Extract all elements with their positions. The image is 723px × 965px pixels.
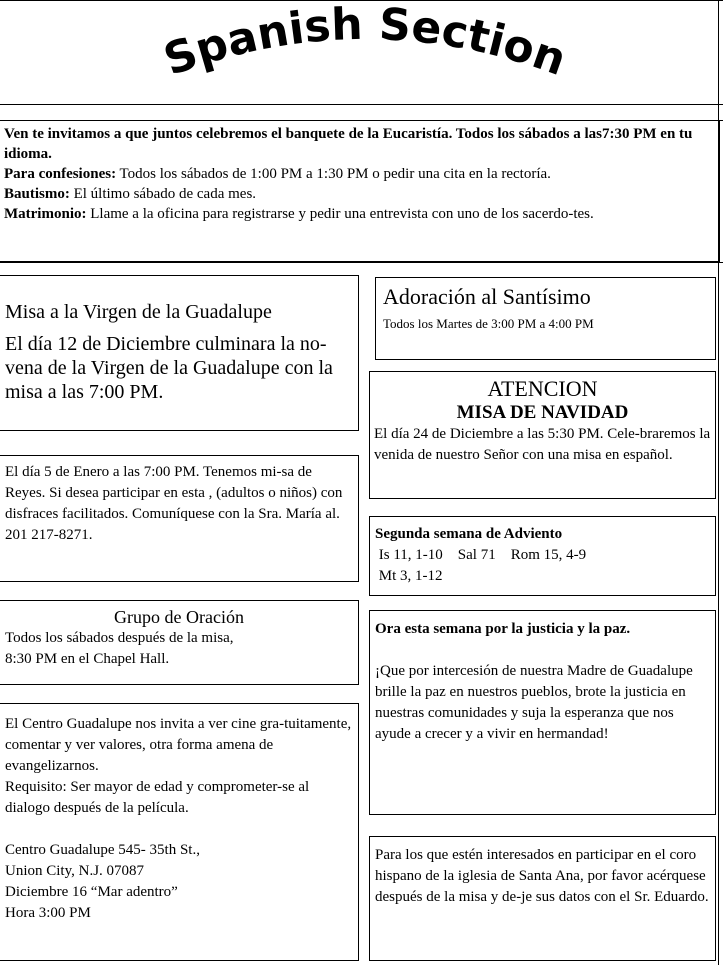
- adoracion-box: [375, 277, 716, 360]
- page-header: [0, 0, 723, 104]
- intro-bottom-divider: [0, 262, 723, 263]
- atencion-heading: ATENCION: [487, 376, 598, 401]
- cine-date: Diciembre 16 “Mar adentro”: [5, 884, 178, 900]
- oracion-line-1: Todos los sábados después de la misa,: [5, 630, 234, 646]
- adoracion-heading: Adoración al Santísimo: [383, 284, 591, 309]
- atencion-box: [369, 371, 716, 499]
- oracion-box: [0, 600, 359, 685]
- header-divider: [0, 104, 723, 105]
- adviento-heading: Segunda semana de Adviento: [375, 526, 563, 542]
- paz-body: ¡Que por intercesión de nuestra Madre de Guadalupe brille la paz en nuestros pueblos, brote la justicia en nuestras comunidades y suja la esperanza que nos ayude a crecer y a vivir en hermandad!: [375, 663, 693, 742]
- paz-box: [369, 610, 716, 815]
- guadalupe-body: El día 12 de Diciembre culminara la no-vena de la Virgen de la Guadalupe con la misa a las 7:00 PM.: [5, 333, 333, 403]
- oracion-line-2: 8:30 PM en el Chapel Hall.: [5, 651, 170, 667]
- matrimonio-line: Matrimonio: Llame a la oficina para registrarse y pedir una entrevista con uno de los sacerdo-tes.: [4, 206, 594, 222]
- oracion-heading: Grupo de Oración: [114, 607, 244, 627]
- coro-body: Para los que estén interesados en participar en el coro hispano de la iglesia de Santa Ana, por favor acérquese después de la misa y de-je sus datos con el Sr. Eduardo.: [375, 847, 709, 905]
- cine-spacer: [5, 819, 353, 840]
- paz-heading: Ora esta semana por la justicia y la paz.: [375, 621, 631, 637]
- cine-body: El Centro Guadalupe nos invita a ver cine gra-tuitamente, comentar y ver valores, otra forma amena de evangelizarnos.: [5, 716, 352, 774]
- cine-time: Hora 3:00 PM: [5, 905, 91, 921]
- adviento-box: [369, 516, 716, 596]
- coro-box: [369, 836, 716, 961]
- guadalupe-heading: Misa a la Virgen de la Guadalupe: [5, 301, 272, 323]
- paz-spacer: [375, 640, 710, 661]
- page-title-text: Spanish Section: [157, 0, 573, 86]
- reyes-body: El día 5 de Enero a las 7:00 PM. Tenemos mi-sa de Reyes. Si desea participar en esta , (adultos o niños) con disfraces facilitados. Comuníquese con la Sra. María al. 201 217-8271.: [5, 464, 343, 543]
- atencion-subheading: MISA DE NAVIDAD: [456, 402, 629, 423]
- cine-requisito: Requisito: Ser mayor de edad y comprometer-se al dialogo después de la película.: [5, 779, 310, 816]
- cine-box: [0, 703, 359, 961]
- adviento-line-2: Mt 3, 1-12: [375, 568, 443, 584]
- reyes-box: [0, 455, 359, 582]
- cine-address-1: Centro Guadalupe 545- 35th St.,: [5, 842, 200, 858]
- confesiones-line: Para confesiones: Todos los sábados de 1:00 PM a 1:30 PM o pedir una cita en la rectoría.: [4, 166, 551, 182]
- cine-address-2: Union City, N.J. 07087: [5, 863, 145, 879]
- atencion-body: El día 24 de Diciembre a las 5:30 PM. Cele-braremos la venida de nuestro Señor con una misa en español.: [374, 426, 711, 463]
- svg-text:Spanish Section: [157, 0, 572, 86]
- page-title: [150, 0, 580, 98]
- intro-section: [0, 120, 720, 262]
- guadalupe-box: [0, 275, 359, 431]
- adviento-line-1: Is 11, 1-10 Sal 71 Rom 15, 4-9: [375, 547, 587, 563]
- intro-lead: Ven te invitamos a que juntos celebremos el banquete de la Eucaristía. Todos los sábados a las7:30 PM en tu idioma.: [4, 126, 693, 162]
- bautismo-line: Bautismo: El último sábado de cada mes.: [4, 186, 257, 202]
- adoracion-body: Todos los Martes de 3:00 PM a 4:00 PM: [383, 316, 594, 331]
